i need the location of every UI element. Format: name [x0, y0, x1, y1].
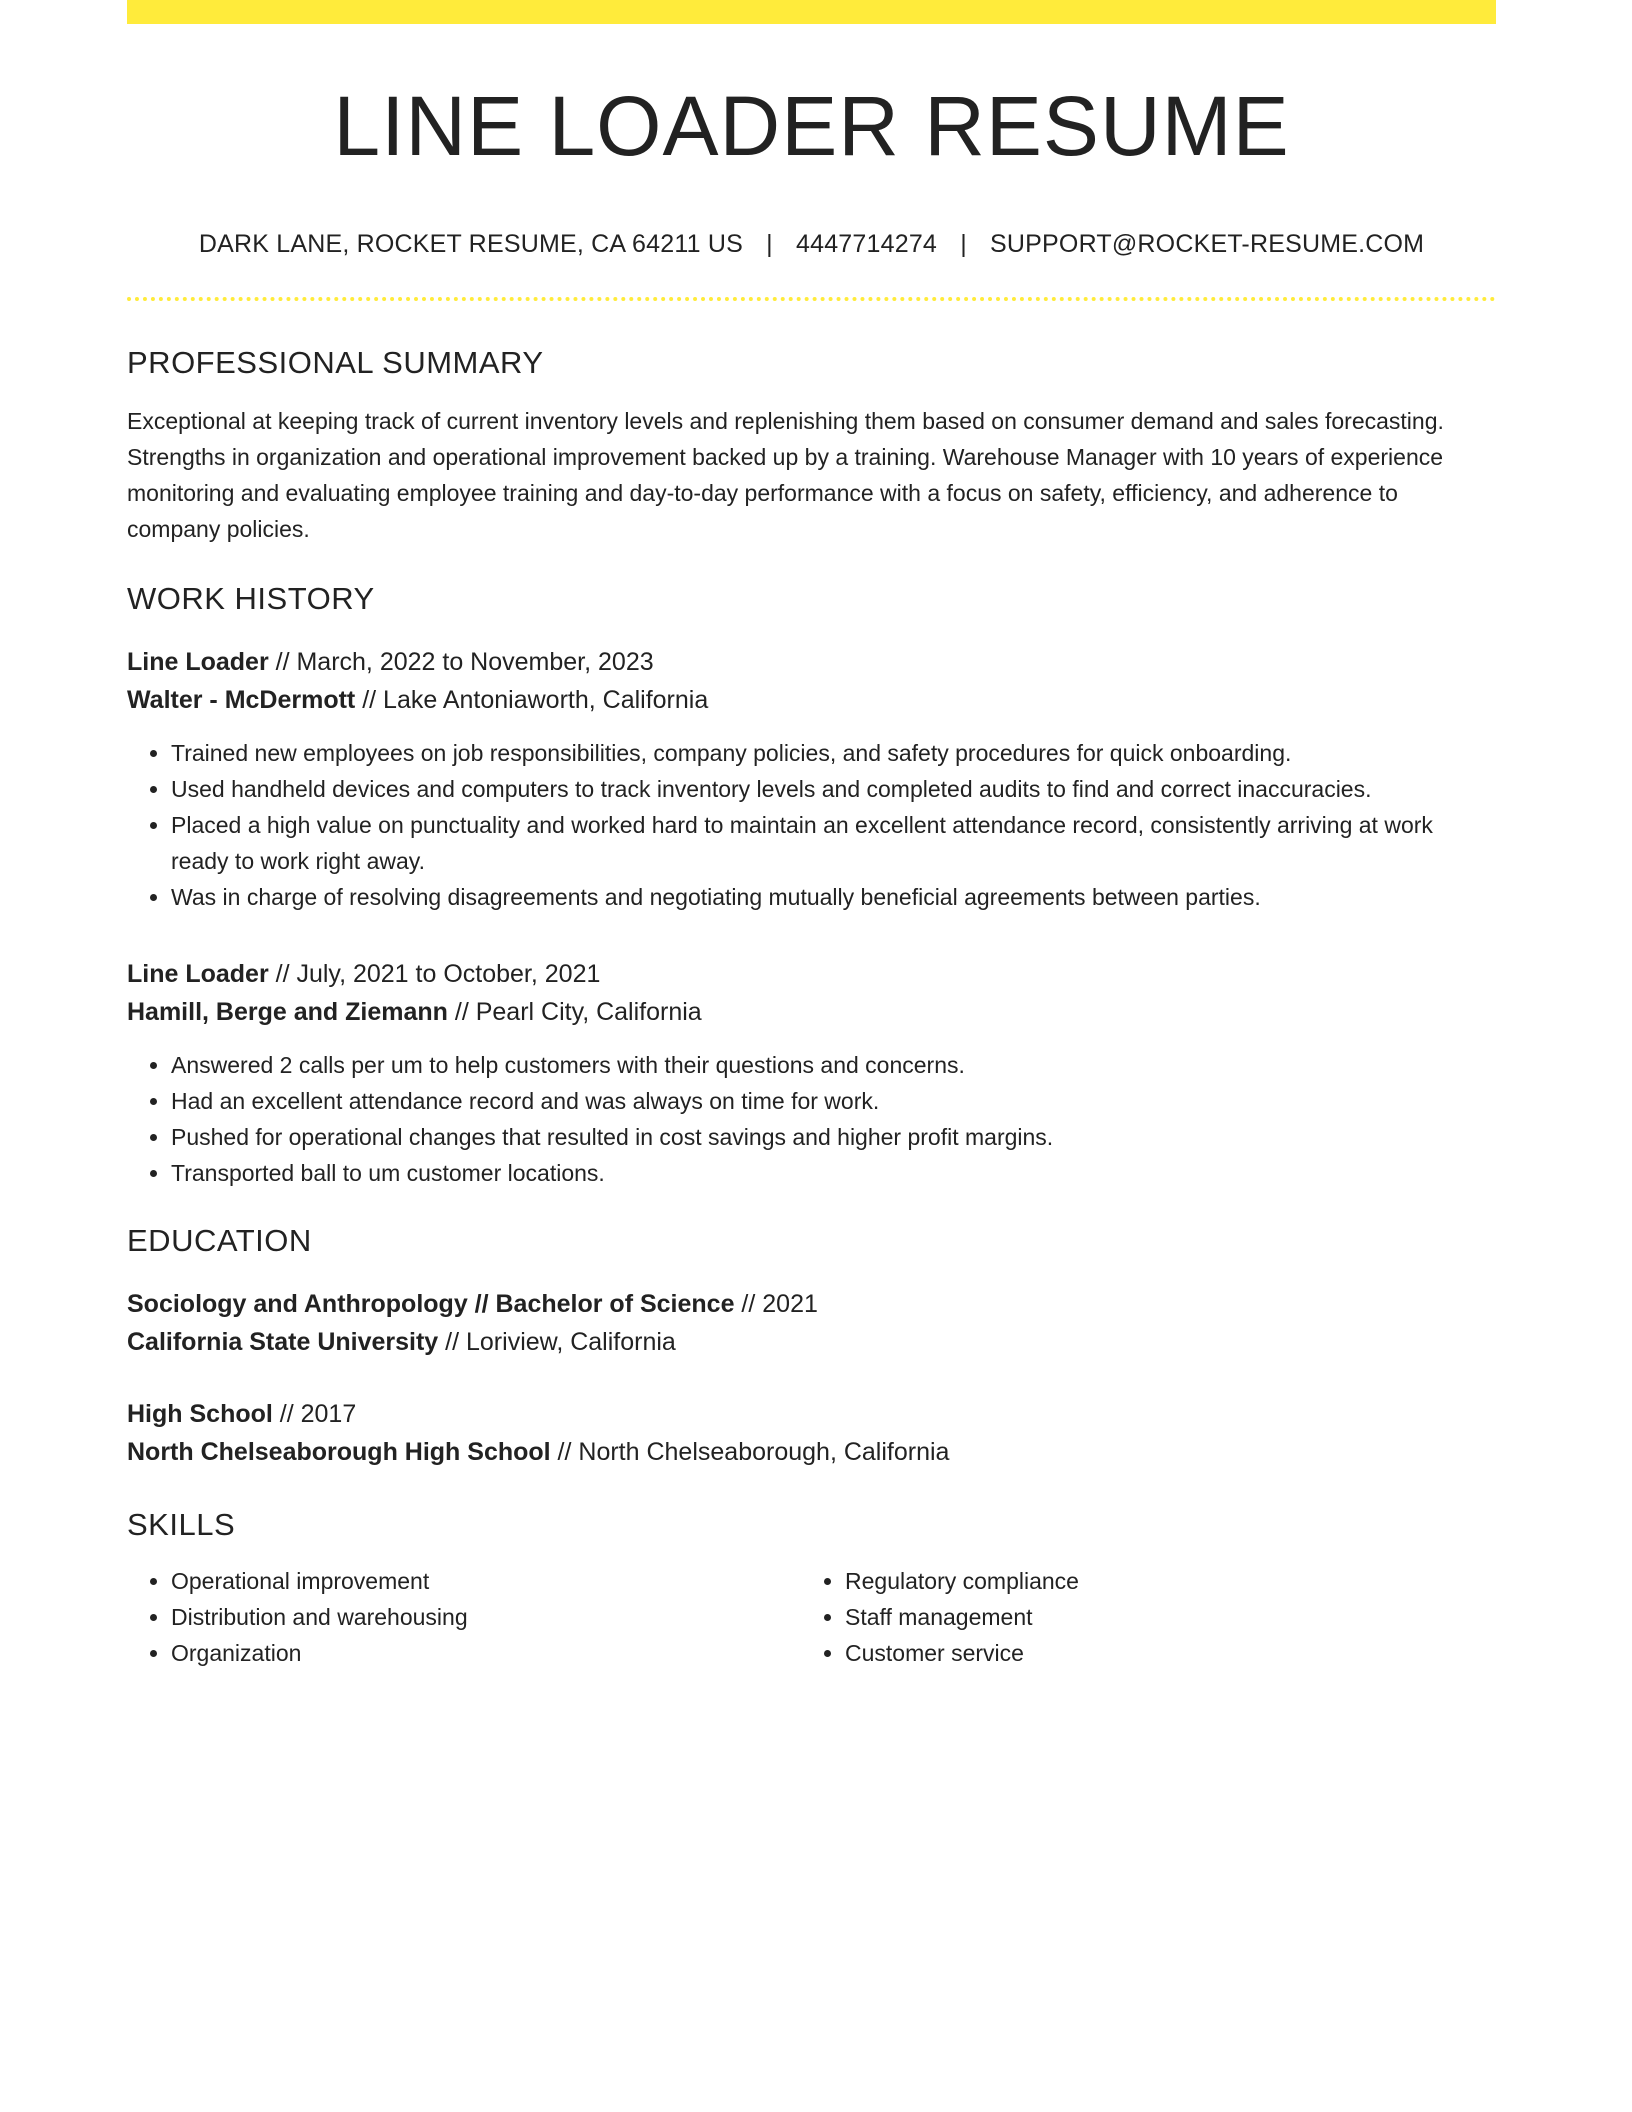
education-heading: EDUCATION: [127, 1223, 312, 1259]
skills-grid: [127, 1563, 1496, 1671]
job-entry: [127, 643, 1496, 915]
school-name: California State University: [127, 1328, 439, 1357]
job-company: Walter - McDermott: [127, 686, 356, 715]
job-duties-list: [127, 1047, 1496, 1191]
contact-address: DARK LANE, ROCKET RESUME, CA 64211 US: [198, 230, 743, 259]
graduation-year: // 2017: [272, 1400, 357, 1429]
work-history-heading: WORK HISTORY: [127, 581, 375, 617]
job-title: Line Loader: [127, 960, 269, 989]
job-duty: • Transported ball to um customer locations.: [171, 1155, 1496, 1191]
job-duty: • Used handheld devices and computers to track inventory levels and completed audits to find and correct inaccuracies.: [171, 771, 1496, 807]
job-title-line: [127, 955, 1496, 993]
job-location: // Pearl City, California: [447, 998, 702, 1027]
skill-item: • Organization: [171, 1635, 801, 1671]
job-location: // Lake Antoniaworth, California: [355, 686, 709, 715]
header-divider: [127, 297, 1496, 301]
school-line: [127, 1323, 1496, 1361]
job-duty: • Answered 2 calls per um to help customers with their questions and concerns.: [171, 1047, 1496, 1083]
contact-phone: 4447714274: [795, 230, 938, 259]
skill-item: • Distribution and warehousing: [171, 1599, 801, 1635]
summary-text: Exceptional at keeping track of current inventory levels and replenishing them based on consumer demand and sales forecasting. Strengths in organization and operational improvement backed up by a training. Warehouse Manager with 10 years of experience monitoring and evaluating employee training and day-to-day performance with a focus on safety, efficiency, and adherence to company policies.: [127, 408, 1444, 543]
degree-line: [127, 1285, 1496, 1323]
job-title: Line Loader: [127, 648, 269, 677]
job-company: Hamill, Berge and Ziemann: [127, 998, 448, 1027]
school-line: [127, 1433, 1496, 1471]
skills-heading: SKILLS: [127, 1507, 236, 1543]
job-duty: • Placed a high value on punctuality and worked hard to maintain an excellent attendance record, consistently arriving at work ready to work right away.: [171, 807, 1496, 879]
skill-item: • Customer service: [845, 1635, 1475, 1671]
skill-item: • Operational improvement: [171, 1563, 801, 1599]
job-company-line: [127, 993, 1496, 1031]
job-duty: • Trained new employees on job responsibilities, company policies, and safety procedures for quick onboarding.: [171, 735, 1496, 771]
skills-list-left: [127, 1563, 801, 1671]
graduation-year: // 2021: [734, 1290, 818, 1319]
school-name: North Chelseaborough High School: [127, 1438, 551, 1467]
job-entry: [127, 955, 1496, 1191]
contact-separator: |: [960, 230, 967, 259]
contact-email: SUPPORT@ROCKET-RESUME.COM: [990, 230, 1425, 259]
resume-title: LINE LOADER RESUME: [333, 79, 1290, 173]
degree: Sociology and Anthropology // Bachelor of Science: [127, 1290, 735, 1319]
job-company-line: [127, 681, 1496, 719]
top-accent-bar: [127, 0, 1496, 24]
job-duty: • Had an excellent attendance record and was always on time for work.: [171, 1083, 1496, 1119]
job-dates: // March, 2022 to November, 2023: [268, 648, 654, 677]
skills-list-right: [801, 1563, 1475, 1671]
job-dates: // July, 2021 to October, 2021: [268, 960, 601, 989]
skill-item: • Staff management: [845, 1599, 1475, 1635]
resume-page: [127, 0, 1496, 1671]
education-entry: [127, 1285, 1496, 1361]
education-entry: [127, 1395, 1496, 1471]
contact-line: [127, 230, 1496, 259]
skill-item: • Regulatory compliance: [845, 1563, 1475, 1599]
contact-separator: |: [766, 230, 773, 259]
school-location: // North Chelseaborough, California: [550, 1438, 950, 1467]
degree-line: [127, 1395, 1496, 1433]
job-duty: • Was in charge of resolving disagreements and negotiating mutually beneficial agreements between parties.: [171, 879, 1496, 915]
degree: High School: [127, 1400, 273, 1429]
school-location: // Loriview, California: [438, 1328, 676, 1357]
job-duties-list: [127, 735, 1496, 915]
summary-heading: PROFESSIONAL SUMMARY: [127, 345, 544, 381]
job-duty: • Pushed for operational changes that resulted in cost savings and higher profit margins.: [171, 1119, 1496, 1155]
job-title-line: [127, 643, 1496, 681]
